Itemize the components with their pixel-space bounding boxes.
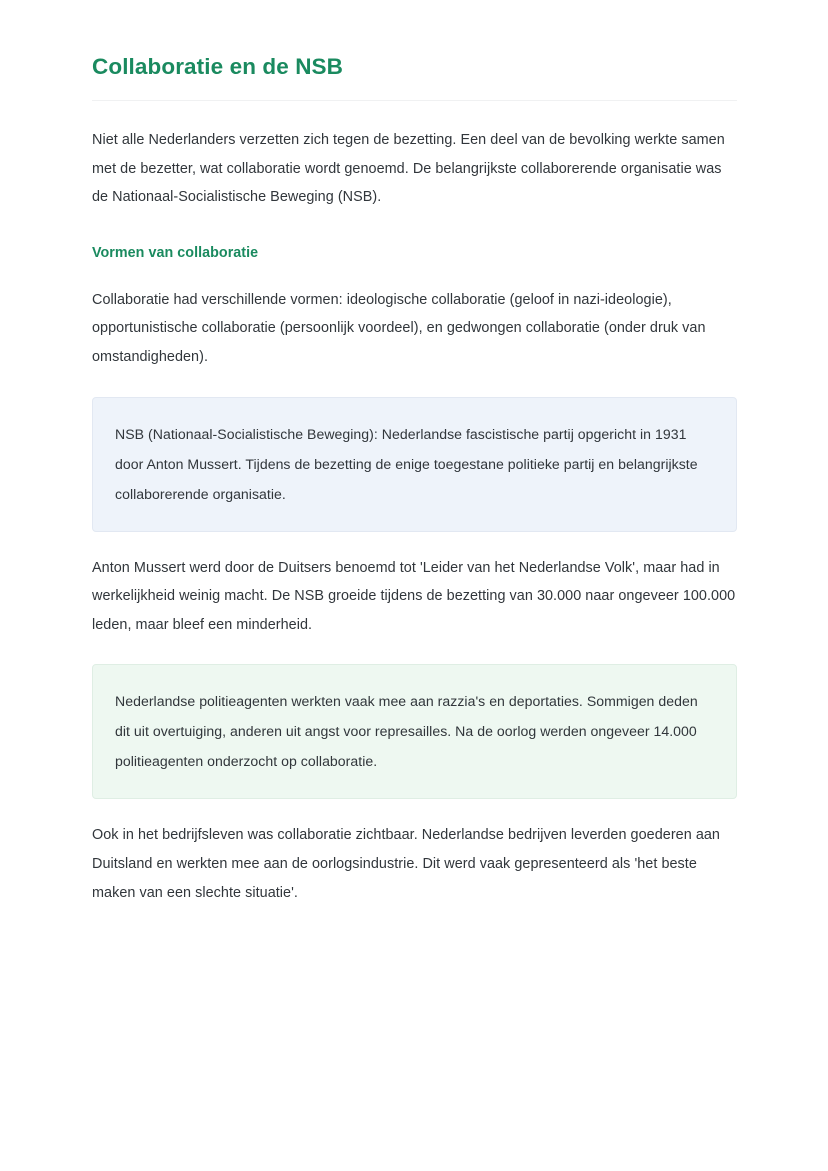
paragraph-vormen: Collaboratie had verschillende vormen: ideologische collaboratie (geloof in nazi-ideologie), opportunistische collaboratie (persoonlijk voordeel), en gedwongen collaboratie (onder druk van omstandigheden).: [92, 291, 706, 365]
title-divider: [92, 100, 737, 101]
callout-info-nsb: [92, 397, 737, 532]
page-title: Collaboratie en de NSB: [92, 54, 343, 79]
document-content: [92, 52, 737, 907]
paragraph-mussert: Anton Mussert werd door de Duitsers benoemd tot 'Leider van het Nederlandse Volk', maar had in werkelijkheid weinig macht. De NSB groeide tijdens de bezetting van 30.000 naar ongeveer 100.000 leden, maar bleef een minderheid.: [92, 559, 736, 633]
callout-success-text: Nederlandse politieagenten werkten vaak mee aan razzia's en deportaties. Sommigen deden dit uit overtuiging, anderen uit angst voor represailles. Na de oorlog werden ongeveer 14.000 politieagenten onderzocht op collaboratie.: [115, 693, 698, 770]
section-heading-vormen-van-collaboratie: Vormen van collaboratie: [92, 244, 259, 261]
paragraph-intro: Niet alle Nederlanders verzetten zich tegen de bezetting. Een deel van de bevolking werkte samen met de bezetter, wat collaboratie wordt genoemd. De belangrijkste collaborerende organisatie was de Nationaal-Socialistische Beweging (NSB).: [92, 132, 725, 206]
paragraph-bedrijfsleven: Ook in het bedrijfsleven was collaboratie zichtbaar. Nederlandse bedrijven leverden goederen aan Duitsland en werkten mee aan de oorlogsindustrie. Dit werd vaak gepresenteerd als 'het beste maken van een slechte situatie'.: [92, 827, 720, 901]
callout-info-text: NSB (Nationaal-Socialistische Beweging): Nederlandse fascistische partij opgericht in 1931 door Anton Mussert. Tijdens de bezetting de enige toegestane politieke partij en belangrijkste collaborerende organisatie.: [115, 425, 698, 502]
callout-success-politie: [92, 664, 737, 799]
